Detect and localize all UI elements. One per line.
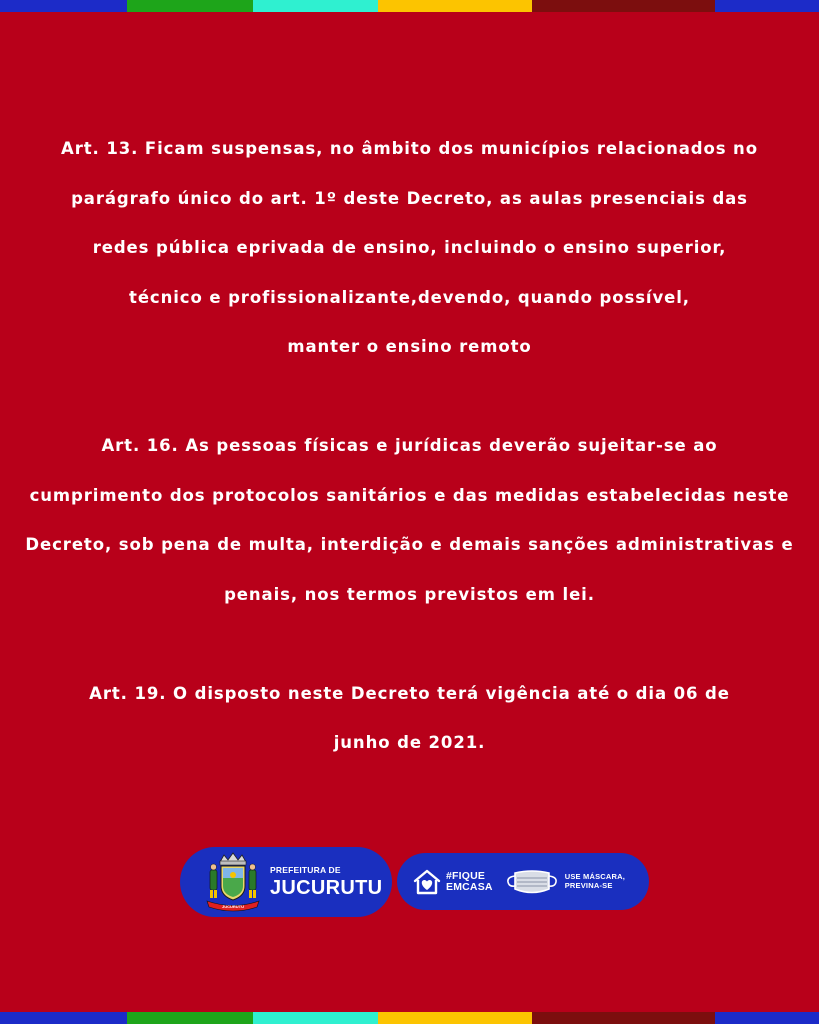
face-mask-icon: [505, 867, 559, 897]
municipal-crest-icon: [202, 852, 264, 912]
stripe-segment: [715, 1012, 819, 1024]
stripe-segment: [253, 0, 378, 12]
prefeitura-wordmark: [270, 866, 382, 898]
fique-line-2: EMCASA: [446, 880, 493, 893]
use-mask-text: [565, 873, 625, 890]
text-line: redes pública eprivada de ensino, incluindo o ensino superior,: [92, 238, 727, 257]
stripe-segment: [532, 0, 715, 12]
campaign-badge: [397, 853, 649, 910]
stripe-segment: [0, 1012, 127, 1024]
prefeitura-small-text: PREFEITURA DE: [270, 865, 341, 876]
article-16: [0, 421, 819, 619]
crest-ribbon-text: JUCURUTU: [222, 904, 244, 909]
text-line: cumprimento dos protocolos sanitários e das medidas estabelecidas neste: [29, 485, 790, 505]
stripe-segment: [378, 0, 532, 12]
decree-text: [0, 124, 819, 768]
stripe-segment: [715, 0, 819, 12]
stripe-segment: [0, 0, 127, 12]
mask-line-2: PREVINA-SE: [564, 880, 613, 890]
text-line: Art. 19. O disposto neste Decreto terá vigência até o dia 06 de: [89, 683, 730, 703]
paragraph-gap: [0, 372, 819, 422]
stripe-segment: [127, 1012, 253, 1024]
city-name-text: JUCURUTU: [270, 876, 383, 899]
text-line: Decreto, sob pena de multa, interdição e demais sanções administrativas e: [25, 535, 794, 554]
stripe-segment: [127, 0, 253, 12]
text-line: parágrafo único do art. 1º deste Decreto, as aulas presenciais das: [71, 188, 748, 208]
paragraph-gap: [0, 619, 819, 669]
stripe-segment: [378, 1012, 532, 1024]
text-line: Art. 13. Ficam suspensas, no âmbito dos municípios relacionados no: [61, 139, 758, 158]
house-heart-icon: [412, 868, 442, 896]
stripe-segment: [253, 1012, 378, 1024]
bottom-color-stripe: [0, 1012, 819, 1024]
article-19: [0, 669, 819, 768]
mask-line-1: USE MÁSCARA,: [564, 872, 626, 881]
text-line: junho de 2021.: [333, 733, 486, 752]
text-line: técnico e profissionalizante,devendo, quando possível,: [129, 287, 690, 307]
text-line: Art. 16. As pessoas físicas e jurídicas deverão sujeitar-se ao: [101, 436, 718, 455]
article-13: [0, 124, 819, 372]
fique-em-casa-text: [446, 871, 493, 893]
text-line: manter o ensino remoto: [287, 337, 532, 356]
fique-line-1: #FIQUE: [446, 869, 486, 882]
text-line: penais, nos termos previstos em lei.: [224, 584, 595, 604]
stripe-segment: [532, 1012, 715, 1024]
top-color-stripe: [0, 0, 819, 12]
prefeitura-jucurutu-logo: [180, 847, 392, 917]
